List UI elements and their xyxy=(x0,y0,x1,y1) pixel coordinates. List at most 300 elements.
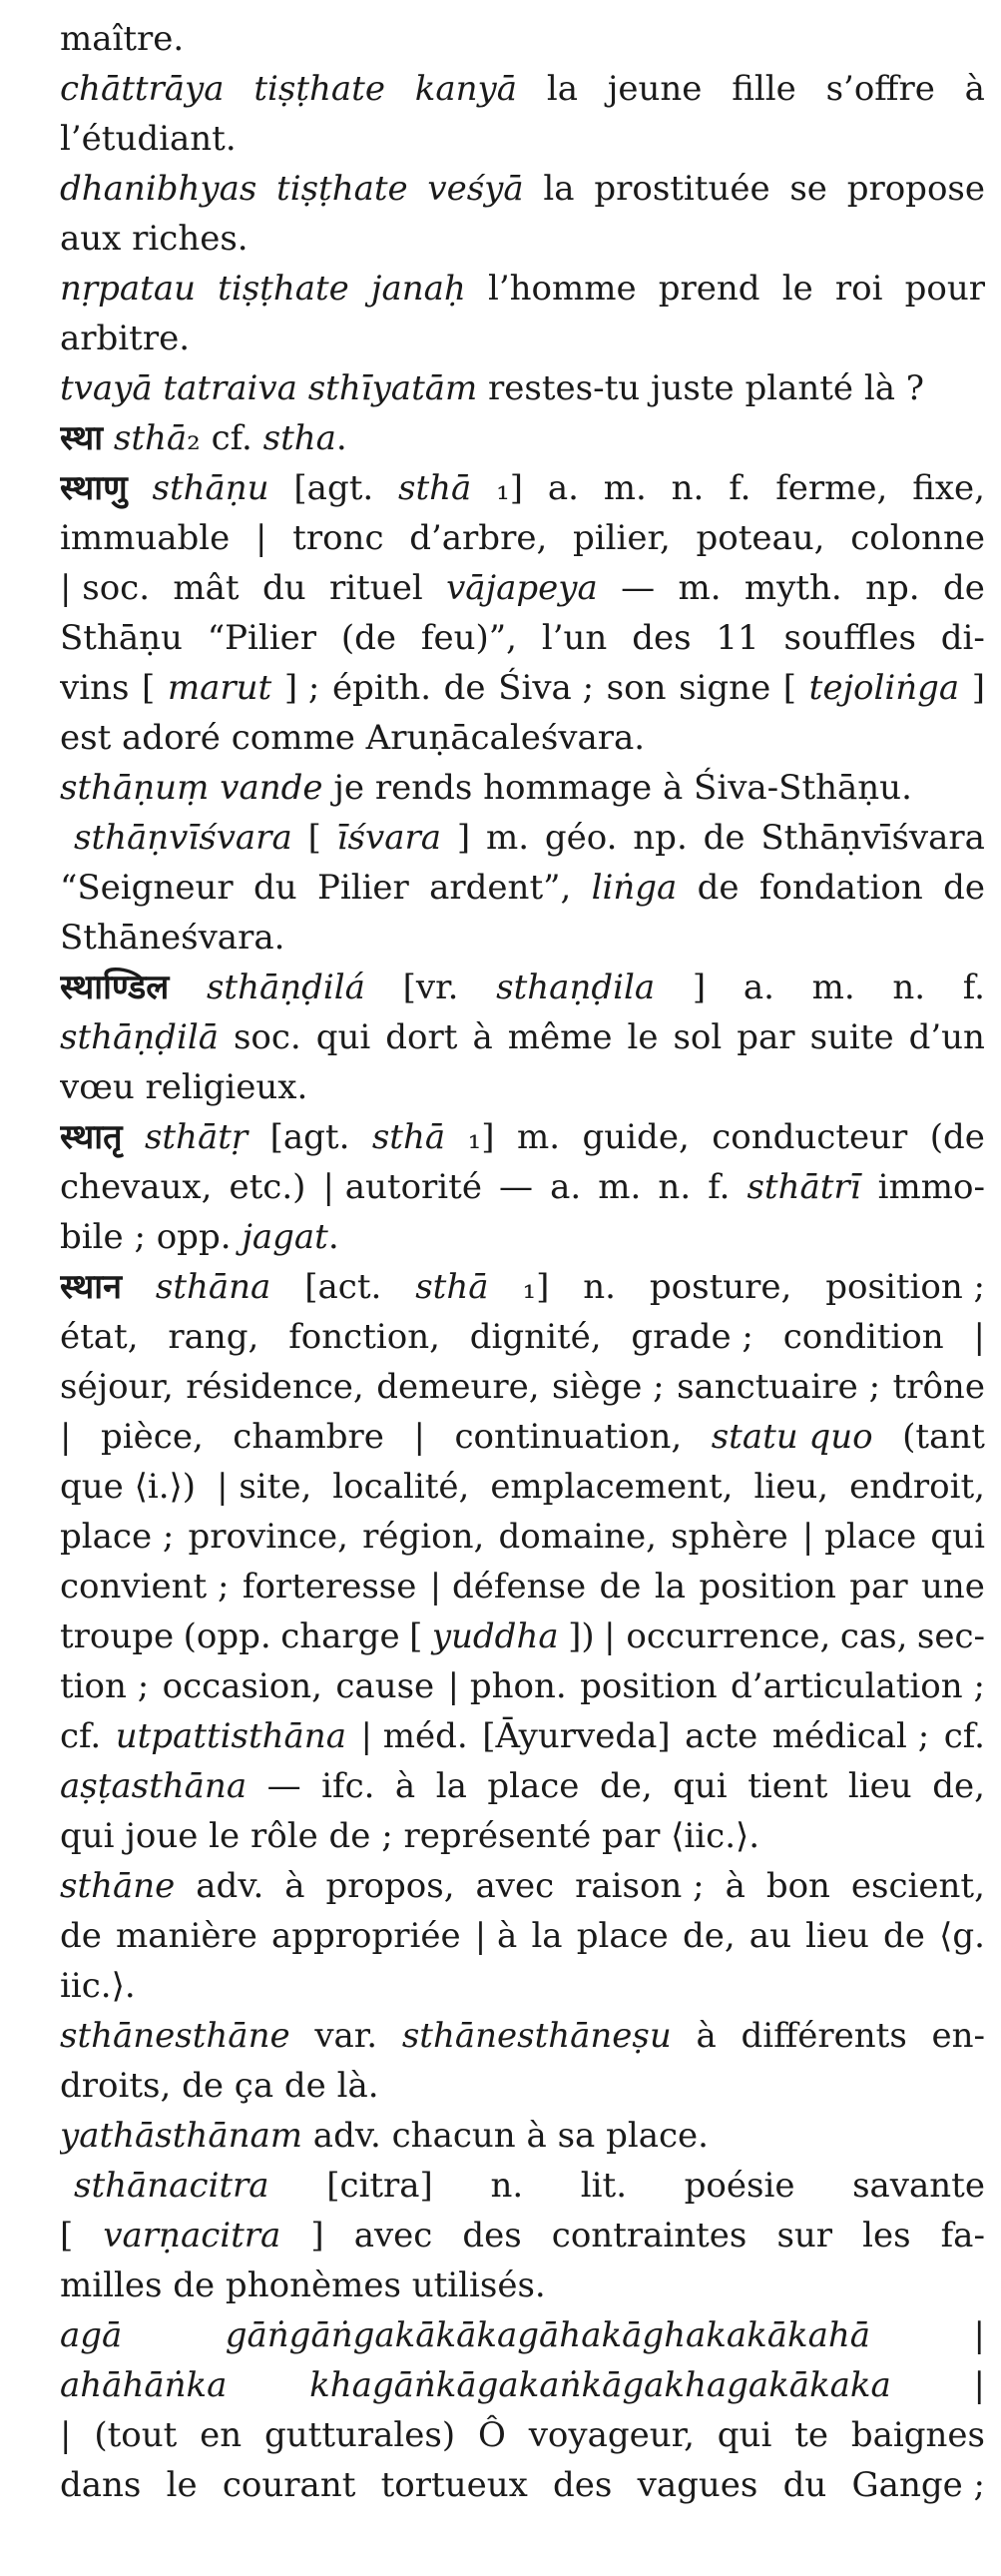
text-run: cf. xyxy=(943,1716,985,1756)
text-line xyxy=(60,513,985,563)
italic-term: sthā xyxy=(113,418,188,458)
text-run: le xyxy=(627,1017,659,1057)
text-run: ] ; xyxy=(283,668,320,708)
text-line xyxy=(60,613,985,663)
text-line xyxy=(60,314,985,363)
text-run: vagues xyxy=(637,2465,758,2505)
text-run: colonne xyxy=(850,518,985,558)
text-run: qui xyxy=(673,1766,728,1806)
text-run: avec xyxy=(475,1866,555,1906)
text-run: Sthāṇu xyxy=(60,618,183,658)
text-run: lit. xyxy=(580,2166,628,2206)
text-run: qui xyxy=(930,1517,985,1557)
text-run: escient, xyxy=(850,1866,985,1906)
text-line xyxy=(60,663,985,713)
text-run: 11 xyxy=(716,618,759,658)
text-line xyxy=(60,763,985,813)
text-run: fonction, xyxy=(288,1317,440,1357)
text-run: roi xyxy=(834,269,883,309)
italic-term: agā xyxy=(60,2315,123,2355)
text-line xyxy=(60,2011,985,2061)
text-run: [ xyxy=(307,818,321,858)
text-run: chevaux, xyxy=(60,1167,213,1207)
text-run: [citra] xyxy=(326,2166,433,2206)
text-line xyxy=(60,114,985,164)
text-run: de, xyxy=(599,1766,653,1806)
text-run: du xyxy=(252,868,297,908)
text-run: position xyxy=(699,1567,836,1607)
text-run: demeure, xyxy=(376,1367,540,1407)
text-run: m. xyxy=(598,1167,642,1207)
text-run: par xyxy=(737,1017,795,1057)
text-run: poésie xyxy=(684,2166,795,2206)
text-run: trône xyxy=(892,1367,985,1407)
text-run: région, xyxy=(362,1517,485,1557)
text-run: sol xyxy=(673,1017,723,1057)
text-run: “Pilier xyxy=(207,618,317,658)
text-run: bon xyxy=(765,1866,830,1906)
italic-term: nṛpatau xyxy=(60,269,197,309)
text-run: du xyxy=(782,2465,827,2505)
italic-term: sthā xyxy=(415,1267,489,1307)
text-run: qui xyxy=(315,1017,371,1057)
text-line xyxy=(60,1761,985,1811)
italic-term: tvayā tatraiva sthīyatām xyxy=(60,368,478,408)
text-run: droits, de ça de là. xyxy=(60,2066,379,2106)
italic-term: sthāṇu xyxy=(152,468,269,508)
text-run: fixe, xyxy=(912,468,985,508)
text-run: baignes xyxy=(850,2415,985,2455)
text-run: | xyxy=(973,2365,985,2405)
italic-term: sthā xyxy=(371,1117,446,1157)
text-run: posture, xyxy=(649,1267,792,1307)
text-line xyxy=(60,1412,985,1462)
devanagari-headword: स्थाण्डिल xyxy=(60,967,170,1007)
text-run: du xyxy=(261,568,306,608)
text-run: acte xyxy=(685,1716,758,1756)
text-run: te xyxy=(794,2415,828,2455)
text-run: courant xyxy=(222,2465,356,2505)
text-run: Sthāṇvīśvara xyxy=(760,818,985,858)
text-run: de xyxy=(942,568,985,608)
text-run: dort xyxy=(385,1017,458,1057)
text-run: tion ; xyxy=(60,1666,150,1706)
text-run: lieu, xyxy=(753,1467,829,1507)
text-run: | xyxy=(255,518,267,558)
text-run: province, xyxy=(188,1517,348,1557)
text-run: [ xyxy=(60,2216,74,2255)
text-run: qui joue le rôle de ; représenté par ⟨iic.⟩. xyxy=(60,1816,760,1856)
text-run: épith. xyxy=(331,668,432,708)
text-run: ] xyxy=(971,668,985,708)
text-run: de, xyxy=(682,1916,736,1956)
text-run: milles de phonèmes utilisés. xyxy=(60,2265,546,2305)
italic-term: veśyā xyxy=(427,169,524,209)
text-run: que ⟨i.⟩) xyxy=(60,1467,197,1507)
text-run: | autorité xyxy=(322,1167,482,1207)
text-run: ifc. xyxy=(321,1766,375,1806)
text-run: endroit, xyxy=(849,1467,985,1507)
text-run: l’un xyxy=(541,618,608,658)
text-run: par xyxy=(849,1567,908,1607)
text-run: cf. xyxy=(60,1716,102,1756)
text-line xyxy=(60,1062,985,1112)
text-line xyxy=(60,14,985,64)
italic-term: ahāhāṅka xyxy=(60,2365,228,2405)
text-line xyxy=(60,413,985,463)
text-run: m. xyxy=(678,568,722,608)
text-run: cas, xyxy=(839,1616,908,1656)
italic-term: sthātrī xyxy=(747,1167,861,1207)
text-run: à xyxy=(284,1866,305,1906)
text-run: position ; xyxy=(825,1267,985,1307)
text-line xyxy=(60,963,985,1012)
text-run: m. xyxy=(485,818,530,858)
text-run: ₁] xyxy=(496,468,524,508)
text-run: de xyxy=(599,1567,642,1607)
text-run: ⟨g. xyxy=(939,1916,985,1956)
text-line xyxy=(60,2211,985,2260)
text-run: état, xyxy=(60,1317,139,1357)
italic-term: tiṣṭhate xyxy=(276,169,408,209)
text-run: en- xyxy=(931,2016,985,2056)
text-run: gutturales) xyxy=(264,2415,456,2455)
italic-term: khagāṅkāgakaṅkāgakhagakākaka xyxy=(309,2365,891,2405)
text-run: | défense xyxy=(429,1567,587,1607)
text-run: tronc xyxy=(292,518,384,558)
text-run: de xyxy=(697,868,740,908)
italic-term: tiṣṭhate xyxy=(218,269,349,309)
text-run: chambre xyxy=(233,1417,384,1457)
text-run: rang, xyxy=(168,1317,259,1357)
text-run: s’offre xyxy=(825,69,935,109)
text-run: raison ; xyxy=(575,1866,705,1906)
text-run: | phon. xyxy=(447,1666,567,1706)
text-run: | xyxy=(973,2315,985,2355)
text-line xyxy=(60,1012,985,1062)
text-run: immo- xyxy=(877,1167,985,1207)
text-run: la xyxy=(435,1766,467,1806)
italic-term: jagat xyxy=(242,1217,328,1257)
text-run: fa- xyxy=(940,2216,985,2255)
text-run: charge xyxy=(280,1616,400,1656)
text-run: — xyxy=(621,568,656,608)
text-run: ₁] xyxy=(522,1267,550,1307)
text-run: avec xyxy=(353,2216,433,2255)
text-run: pilier, xyxy=(572,518,671,558)
text-run: | xyxy=(413,1417,425,1457)
text-run: [act. xyxy=(304,1267,382,1307)
text-run: la xyxy=(546,69,578,109)
text-run: ] xyxy=(310,2216,324,2255)
text-run: arbitre. xyxy=(60,319,191,358)
text-run: le xyxy=(166,2465,198,2505)
text-line xyxy=(60,2460,985,2510)
text-run: de xyxy=(703,818,746,858)
text-run: différents xyxy=(741,2016,907,2056)
text-run: place xyxy=(487,1766,580,1806)
text-run: des xyxy=(462,2216,522,2255)
text-run: [Āyurveda] xyxy=(482,1716,671,1756)
italic-term: stha xyxy=(262,418,336,458)
text-run: myth. xyxy=(744,568,842,608)
text-line xyxy=(60,2410,985,2460)
text-run: guide, xyxy=(582,1117,690,1157)
text-run: position xyxy=(580,1666,718,1706)
text-run: localité, xyxy=(332,1467,470,1507)
italic-term: dhanibhyas xyxy=(60,169,257,209)
italic-term: tiṣṭhate xyxy=(253,69,385,109)
italic-term: sthānacitra xyxy=(74,2166,269,2206)
devanagari-headword: स्थाणु xyxy=(60,468,128,508)
text-run: adv. xyxy=(196,1866,264,1906)
text-run: immuable xyxy=(60,518,231,558)
text-line xyxy=(60,1611,985,1661)
text-line xyxy=(60,1212,985,1262)
italic-term: sthānesthāneṣu xyxy=(401,2016,672,2056)
text-line xyxy=(60,64,985,114)
text-run: restes-tu juste planté là ? xyxy=(477,368,925,408)
text-run: à xyxy=(394,1766,416,1806)
text-run: grade ; xyxy=(631,1317,753,1357)
text-run: | xyxy=(60,1417,72,1457)
text-run: | méd. xyxy=(360,1716,468,1756)
text-run: en xyxy=(200,2415,243,2455)
text-run: | xyxy=(60,2415,72,2455)
text-run: la xyxy=(654,1567,686,1607)
text-run: var. xyxy=(314,2016,378,2056)
text-run: . xyxy=(335,418,347,458)
text-run: bile ; opp. xyxy=(60,1217,243,1257)
text-run: m. xyxy=(516,1117,561,1157)
text-line xyxy=(60,2360,985,2410)
text-run: de xyxy=(60,1916,102,1956)
italic-term: sthāṇuṃ vande xyxy=(60,768,323,808)
text-run: a. xyxy=(547,468,579,508)
italic-term: gāṅgāṅgakākākagāhakāghakakākahā xyxy=(225,2315,871,2355)
text-run: sur xyxy=(776,2216,833,2255)
text-run: contraintes xyxy=(551,2216,748,2255)
italic-term: sthāṇvīśvara xyxy=(74,818,292,858)
text-run: une xyxy=(921,1567,985,1607)
italic-term: sthāna xyxy=(155,1267,271,1307)
text-run: np. xyxy=(865,568,920,608)
text-run: au xyxy=(749,1916,791,1956)
italic-term: statu quo xyxy=(711,1417,873,1457)
text-run: qui xyxy=(717,2415,772,2455)
text-run: géo. xyxy=(544,818,618,858)
text-run: ]) xyxy=(568,1616,595,1656)
text-run: forteresse xyxy=(242,1567,417,1607)
text-run: Pilier xyxy=(316,868,409,908)
text-run: tient xyxy=(748,1766,828,1806)
text-run: condition xyxy=(782,1317,944,1357)
italic-term: kanyā xyxy=(414,69,518,109)
text-run: place ; xyxy=(60,1517,175,1557)
text-run: médical ; xyxy=(771,1716,930,1756)
italic-term: utpattisthāna xyxy=(115,1716,346,1756)
text-run: ] xyxy=(692,967,707,1007)
text-run: | à xyxy=(474,1916,518,1956)
text-line xyxy=(60,563,985,613)
text-run: sec- xyxy=(916,1616,985,1656)
text-run: jeune xyxy=(607,69,703,109)
text-run: convient ; xyxy=(60,1567,230,1607)
text-run: | place xyxy=(801,1517,917,1557)
text-run: l’homme xyxy=(487,269,637,309)
italic-term: vājapeya xyxy=(446,568,598,608)
text-run: dignité, xyxy=(469,1317,602,1357)
italic-term: sthāṇḍilā xyxy=(60,1017,219,1057)
italic-term: sthātṛ xyxy=(144,1117,249,1157)
text-run: dans xyxy=(60,2465,142,2505)
text-run: adv. chacun à sa place. xyxy=(302,2116,709,2156)
text-run: — xyxy=(266,1766,301,1806)
text-run: pour xyxy=(904,269,985,309)
text-run: fondation xyxy=(758,868,923,908)
text-line xyxy=(60,164,985,214)
text-run: aux riches. xyxy=(60,219,249,259)
text-line xyxy=(60,1312,985,1362)
text-run: suite xyxy=(809,1017,894,1057)
text-run: [agt. xyxy=(269,1117,350,1157)
text-run: même xyxy=(507,1017,613,1057)
italic-term: īśvara xyxy=(336,818,441,858)
text-run: Śiva ; xyxy=(498,668,595,708)
text-run: à xyxy=(696,2016,717,2056)
text-run: soc. xyxy=(233,1017,301,1057)
text-run: a. xyxy=(743,967,774,1007)
text-run: séjour, xyxy=(60,1367,174,1407)
text-run: lieu xyxy=(805,1916,869,1956)
text-line xyxy=(60,463,985,513)
text-line xyxy=(60,1512,985,1562)
text-line xyxy=(60,1262,985,1312)
text-run: Ô xyxy=(477,2415,506,2455)
text-run: de xyxy=(943,868,985,908)
text-line xyxy=(60,2310,985,2360)
text-run: à xyxy=(725,1866,746,1906)
text-run: des xyxy=(632,618,692,658)
text-run xyxy=(103,413,114,463)
text-run: f. xyxy=(962,967,985,1007)
italic-term: marut xyxy=(167,668,272,708)
text-run: Sthāneśvara. xyxy=(60,918,285,958)
text-run: f. xyxy=(729,468,751,508)
text-run: propos, xyxy=(325,1866,455,1906)
text-run: conducteur xyxy=(712,1117,908,1157)
text-run: domaine, xyxy=(498,1517,657,1557)
text-run: place xyxy=(576,1916,669,1956)
text-run: m. xyxy=(811,967,855,1007)
text-run: se xyxy=(789,169,827,209)
text-run: | occurrence, xyxy=(604,1616,831,1656)
text-line xyxy=(60,1112,985,1162)
text-run: propose xyxy=(846,169,985,209)
italic-term: liṅga xyxy=(591,868,678,908)
text-run: de xyxy=(883,1916,925,1956)
devanagari-headword: स्था xyxy=(60,418,104,458)
text-line xyxy=(60,1711,985,1761)
text-run: lieu xyxy=(847,1766,912,1806)
text-run: son xyxy=(606,668,667,708)
text-line xyxy=(60,2161,985,2211)
text-run: est adoré comme Aruṇācaleśvara. xyxy=(60,718,646,758)
text-line xyxy=(60,363,985,413)
text-run: sphère xyxy=(671,1517,788,1557)
text-run: mât xyxy=(173,568,240,608)
italic-term: sthā xyxy=(398,468,472,508)
text-run: cause xyxy=(335,1666,435,1706)
text-run: (de xyxy=(340,618,397,658)
text-line xyxy=(60,2061,985,2111)
text-run: (de xyxy=(929,1117,985,1157)
text-line xyxy=(60,1961,985,2011)
text-run: [ xyxy=(142,668,156,708)
text-run: pièce, xyxy=(101,1417,204,1457)
text-run: rituel xyxy=(329,568,423,608)
text-run: l’étudiant. xyxy=(60,119,237,159)
text-run: iic.⟩. xyxy=(60,1966,136,2006)
text-run: troupe xyxy=(60,1616,175,1656)
text-run: f. xyxy=(708,1167,731,1207)
text-run: [agt. xyxy=(293,468,374,508)
italic-term: varṇacitra xyxy=(103,2216,281,2255)
text-run: | xyxy=(973,1317,985,1357)
text-run: a. xyxy=(550,1167,582,1207)
text-run: [ xyxy=(782,668,797,708)
text-run: de, xyxy=(932,1766,985,1806)
text-run: . xyxy=(327,1217,339,1257)
text-run: [ xyxy=(409,1616,423,1656)
italic-term: yathāsthānam xyxy=(60,2116,302,2156)
text-run: la xyxy=(531,1916,563,1956)
text-line xyxy=(60,863,985,913)
text-run: | site, xyxy=(217,1467,312,1507)
text-run: je rends hommage à Śiva-Sthāṇu. xyxy=(322,768,912,808)
text-line xyxy=(60,1162,985,1212)
text-run: n. xyxy=(490,2166,524,2206)
text-run: di- xyxy=(940,618,985,658)
text-line xyxy=(60,1911,985,1961)
text-line xyxy=(60,214,985,264)
text-run: (tout xyxy=(94,2415,178,2455)
text-run: ₂ cf. xyxy=(187,418,263,458)
text-run: feu)”, xyxy=(420,618,517,658)
text-run: souffles xyxy=(783,618,916,658)
text-line xyxy=(60,264,985,314)
text-run: ferme, xyxy=(775,468,888,508)
italic-term: sthāne xyxy=(60,1866,176,1906)
text-line xyxy=(60,813,985,863)
text-line xyxy=(60,913,985,963)
text-run: emplacement, xyxy=(490,1467,734,1507)
text-run: manière xyxy=(116,1916,257,1956)
text-run: vins xyxy=(60,668,130,708)
text-run: Gange ; xyxy=(851,2465,985,2505)
text-line xyxy=(60,1811,985,1861)
text-run: (opp. xyxy=(183,1616,271,1656)
text-line xyxy=(60,1362,985,1412)
text-run: à xyxy=(964,69,985,109)
text-line xyxy=(60,2260,985,2310)
text-run: ardent”, xyxy=(429,868,572,908)
text-run: m. xyxy=(603,468,647,508)
text-run: prostituée xyxy=(594,169,770,209)
text-run: n. xyxy=(671,468,705,508)
italic-term: chāttrāya xyxy=(60,69,225,109)
devanagari-headword: स्थान xyxy=(60,1267,122,1307)
